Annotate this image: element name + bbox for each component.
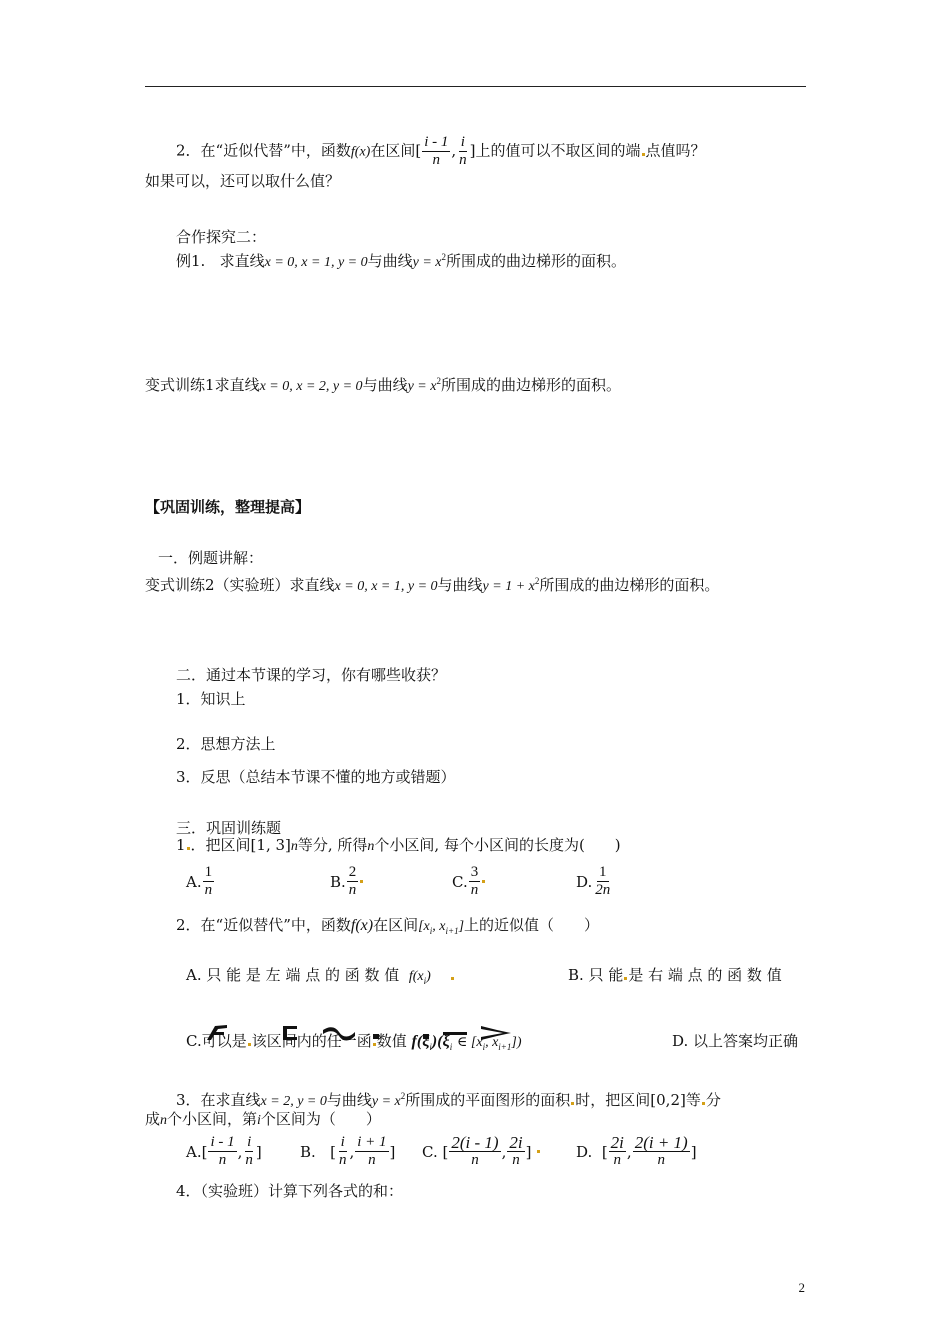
coop-example-1: 例1. 求直线x = 0, x = 1, y = 0与曲线$y = x^2$所围成的曲边梯形的面积。 bbox=[176, 252, 627, 270]
question-2-line-1: 2．在“近似代替”中，函数f(x)在区间[ $\frac{i - 1}{n}$ , $\frac{i}{n}$ ]上的值可以不取区间的端 点值吗？ bbox=[176, 134, 706, 168]
mark-dot bbox=[642, 153, 645, 156]
exercise-3-option-c[interactable]: C. [ $\frac{2(i - 1)}{n}$ , $\frac{2i}{n}$ ] bbox=[422, 1134, 541, 1169]
page-number: 2 bbox=[798, 1280, 805, 1295]
mark-dot bbox=[248, 1043, 251, 1046]
fraction: $\frac{i - 1}{n}$ bbox=[424, 134, 449, 168]
fraction: $\frac{1}{2n}$ bbox=[595, 864, 611, 898]
fraction: $\frac{2i}{n}$ bbox=[509, 1133, 523, 1168]
fraction: $\frac{i}{n}$ bbox=[245, 1134, 253, 1168]
exercise-1-option-c[interactable]: C. $\frac{3}{n}$ bbox=[452, 864, 486, 899]
mark-dot bbox=[702, 1102, 705, 1105]
exercise-2-option-d[interactable]: D. 以上答案均正确 bbox=[672, 1032, 799, 1050]
exercise-2-option-c[interactable]: C.可以是 该区间内的任一函 数值 $f(\xi_i)(\xi_i$ ∈ [$x_i$, $x_{i+1}$]) bbox=[186, 1032, 522, 1052]
part-2-item-2: 2．思想方法上 bbox=[176, 735, 276, 753]
exercise-1: 1 ．把区间[1, 3]n等分, 所得n个小区间, 每个小区间的长度为( ) bbox=[176, 836, 621, 854]
mark-dot bbox=[624, 977, 627, 980]
part-3-title: 三．巩固训练题 bbox=[176, 819, 282, 837]
part-2-title: 二．通过本节课的学习，你有哪些收获？ bbox=[176, 666, 447, 684]
exercise-1-option-b[interactable]: B. $\frac{2}{n}$ bbox=[330, 864, 364, 899]
exercise-3-option-b[interactable]: B. [ $\frac{i}{n}$ , $\frac{i + 1}{n}$ ] bbox=[300, 1134, 396, 1168]
question-2-line-2: 如果可以，还可以取什么值？ bbox=[145, 172, 341, 190]
header-rule bbox=[145, 86, 806, 87]
fraction: $\frac{3}{n}$ bbox=[470, 864, 479, 898]
exercise-3-option-a[interactable]: A. [ $\frac{i - 1}{n}$ , $\frac{i}{n}$ ] bbox=[186, 1134, 262, 1168]
mark-dot bbox=[571, 1102, 574, 1105]
exercise-3-option-d[interactable]: D. [ $\frac{2i}{n}$ , $\frac{2(i + 1)}{n}$ ] bbox=[576, 1133, 697, 1168]
fraction: $\frac{i + 1}{n}$ bbox=[357, 1134, 387, 1168]
fraction: $\frac{i}{n}$ bbox=[338, 1134, 347, 1168]
exercise-2-option-a[interactable]: A. 只 能 是 左 端 点 的 函 数 值 $f(x_i)$ bbox=[186, 964, 455, 992]
mark-dot bbox=[482, 880, 485, 883]
part-1-variant-2: 变式训练2（实验班）求直线x = 0, x = 1, y = 0与曲线$y = 1 + x^2$所围成的曲边梯形的面积。 bbox=[145, 576, 720, 594]
mark-dot bbox=[360, 880, 363, 883]
part-2-item-3: 3．反思（总结本节课不懂的地方或错题） bbox=[176, 768, 456, 786]
exercise-2: 2．在“近似替代”中，函数f(x)在区间[$x_i$, $x_{i+1}$]上的近似值（ ） bbox=[176, 916, 600, 936]
fraction: $\frac{2}{n}$ bbox=[348, 864, 357, 898]
mark-dot bbox=[373, 1043, 376, 1046]
coop-title: 合作探究二： bbox=[176, 228, 267, 246]
part-1-title: 一．例题讲解： bbox=[158, 549, 264, 567]
exercise-3-line-1: 3．在求直线x = 2, y = 0与曲线$y = x^2$所围成的平面图形的面积 时，把区间[0,2]等 分 bbox=[176, 1091, 721, 1109]
section-heading: 【巩固训练，整理提高】 bbox=[145, 498, 311, 516]
mark-dot bbox=[187, 847, 190, 850]
mark-dot bbox=[451, 977, 454, 980]
fraction: $\frac{i - 1}{n}$ bbox=[210, 1134, 235, 1168]
exercise-2-option-b[interactable]: B. 只 能 是 右 端 点 的 函 数 值 bbox=[568, 966, 782, 984]
exercise-1-option-a[interactable]: A. $\frac{1}{n}$ bbox=[186, 864, 213, 898]
exercise-4: 4．（实验班）计算下列各式的和： bbox=[176, 1182, 404, 1200]
fraction: $\frac{i}{n}$ bbox=[459, 134, 467, 168]
exercise-1-option-d[interactable]: D. $\frac{1}{2n}$ bbox=[576, 864, 611, 898]
variant-1: 变式训练1求直线x = 0, x = 2, y = 0与曲线$y = x^2$所围成的曲边梯形的面积。 bbox=[145, 376, 621, 394]
part-2-item-1: 1．知识上 bbox=[176, 690, 246, 708]
exercise-3-line-2: 成n个小区间，第i个区间为（ ） bbox=[145, 1110, 381, 1128]
fraction: $\frac{2(i - 1)}{n}$ bbox=[451, 1133, 499, 1168]
fraction: $\frac{2(i + 1)}{n}$ bbox=[634, 1133, 688, 1168]
fraction: $\frac{1}{n}$ bbox=[204, 864, 213, 898]
fraction: $\frac{2i}{n}$ bbox=[610, 1133, 624, 1168]
mark-dot bbox=[537, 1150, 540, 1153]
